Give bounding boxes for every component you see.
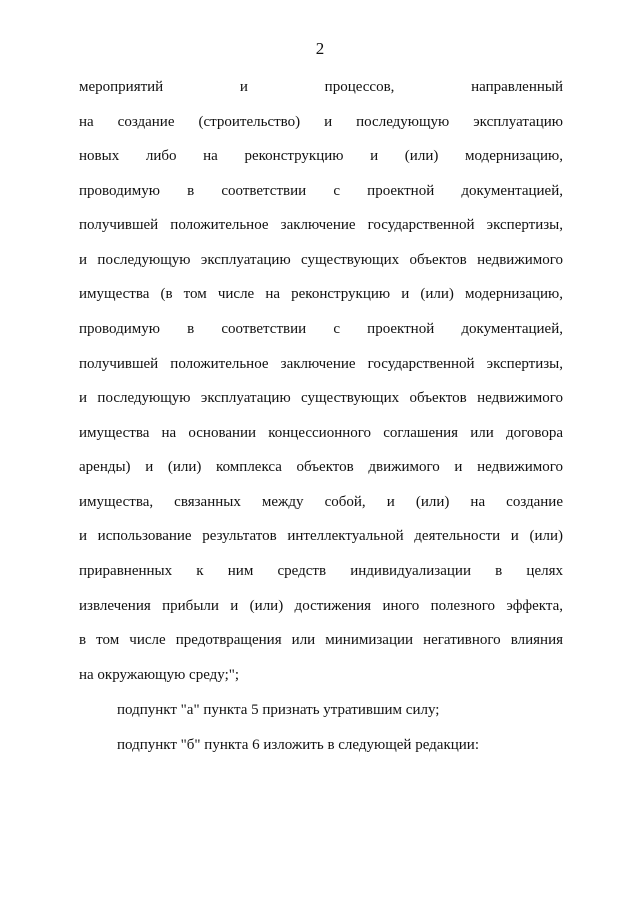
text-line: на создание (строительство) и последующую эксплуатацию: [79, 114, 563, 130]
text-line: на окружающую среду;";: [79, 667, 240, 683]
text-line: проводимую в соответствии с проектной документацией,: [79, 183, 563, 199]
text-line: и последующую эксплуатацию существующих объектов недвижимого: [79, 390, 563, 406]
text-line: имущества на основании концессионного соглашения или договора: [79, 425, 563, 441]
text-line: и последующую эксплуатацию существующих объектов недвижимого: [79, 252, 563, 268]
text-line: и использование результатов интеллектуальной деятельности и (или): [79, 528, 563, 544]
text-line: подпункт "а" пункта 5 признать утратившим силу;: [117, 702, 440, 718]
text-line: проводимую в соответствии с проектной документацией,: [79, 321, 563, 337]
text-line: имущества, связанных между собой, и (или) на создание: [79, 494, 563, 510]
text-line: новых либо на реконструкцию и (или) модернизацию,: [79, 148, 563, 164]
text-line: получившей положительное заключение государственной экспертизы,: [79, 217, 563, 233]
text-line: получившей положительное заключение государственной экспертизы,: [79, 356, 563, 372]
text-line: извлечения прибыли и (или) достижения иного полезного эффекта,: [79, 598, 563, 614]
text-line: подпункт "б" пункта 6 изложить в следующей редакции:: [117, 737, 479, 753]
text-line: мероприятий и процессов, направленный: [79, 79, 563, 95]
text-line: в том числе предотвращения или минимизации негативного влияния: [79, 632, 563, 648]
page-number: 2: [315, 39, 325, 58]
text-line: аренды) и (или) комплекса объектов движимого и недвижимого: [79, 459, 563, 475]
text-line: имущества (в том числе на реконструкцию и (или) модернизацию,: [79, 286, 563, 302]
text-line: приравненных к ним средств индивидуализации в целях: [79, 563, 563, 579]
